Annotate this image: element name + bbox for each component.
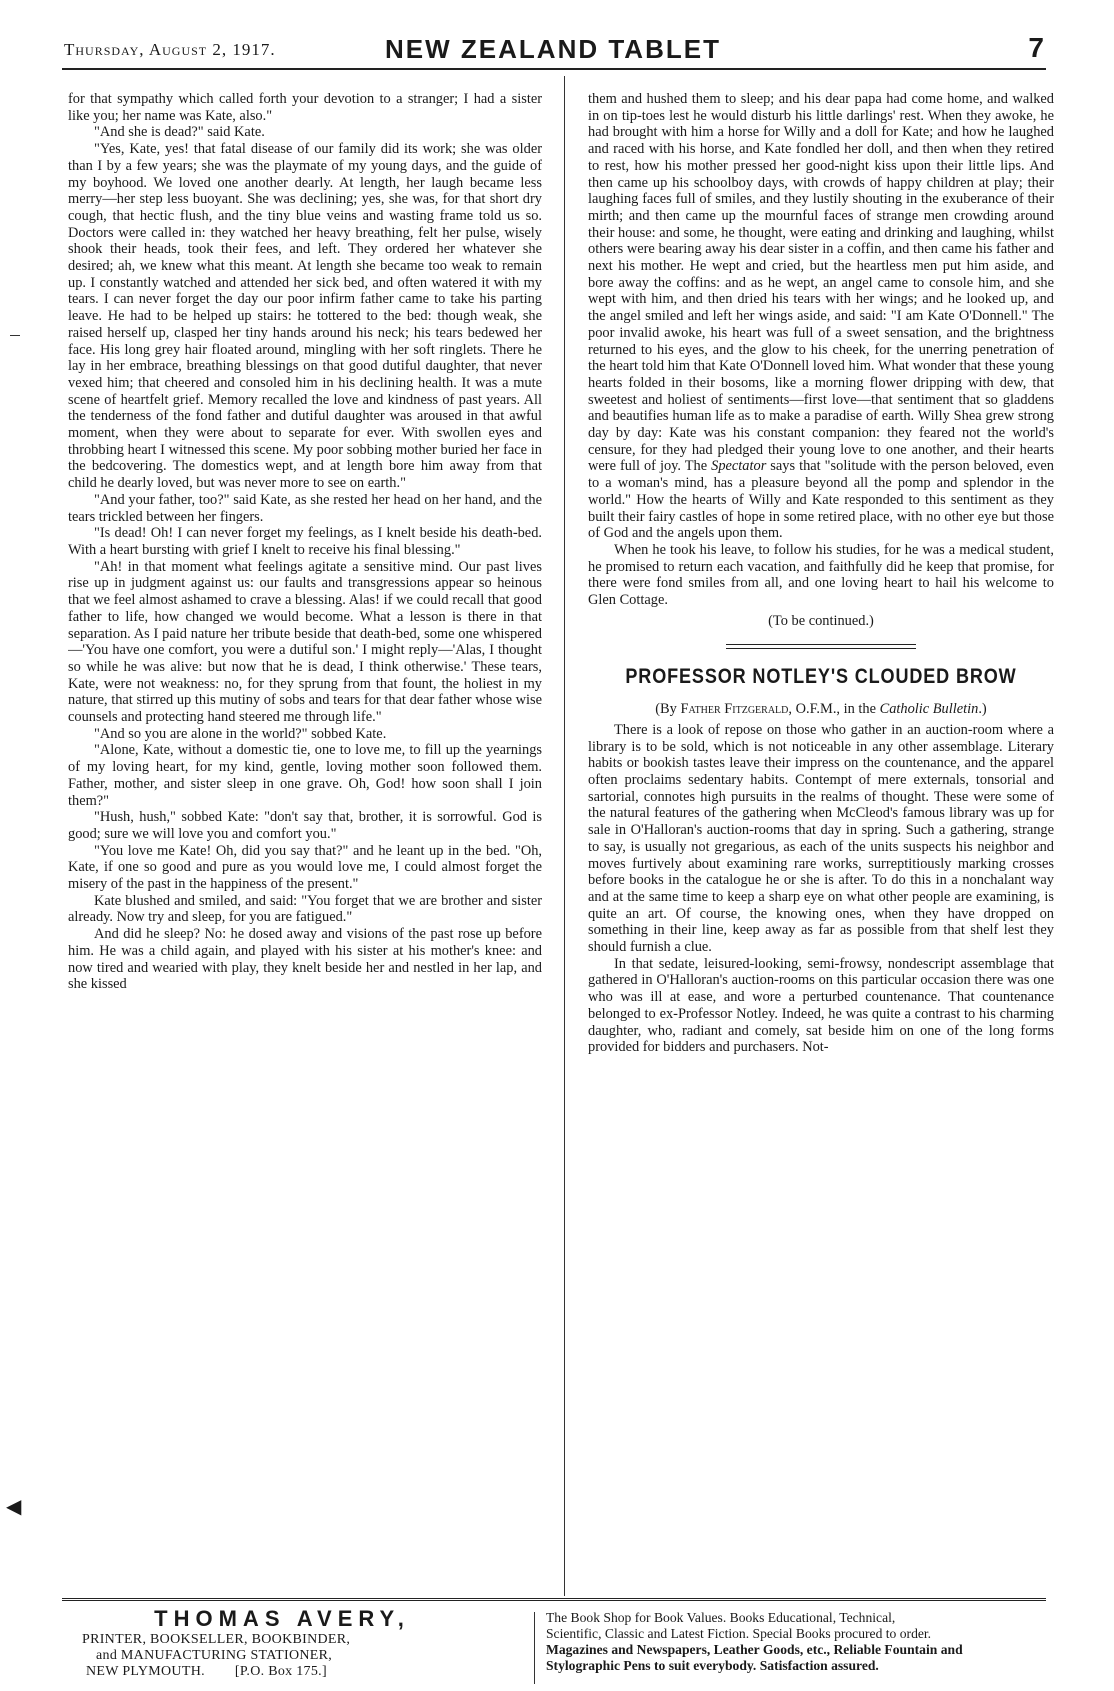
to-be-continued: (To be continued.) [768, 612, 874, 629]
advertiser-line: PRINTER, BOOKSELLER, BOOKBINDER, [82, 1632, 351, 1647]
header-rule [62, 68, 1046, 70]
page-header [60, 34, 1046, 64]
paragraph: "And your father, too?" said Kate, as she rested her head on her hand, and the tears trickled between her fingers. [68, 491, 542, 525]
paragraph: "Is dead! Oh! I can never forget my feelings, as I knelt beside his death-bed. With a heart bursting with grief I knelt to receive his final blessing." [68, 525, 542, 558]
section-divider [726, 644, 916, 649]
article-title: PROFESSOR NOTLEY'S CLOUDED BROW [625, 664, 1017, 688]
paragraph: "Alone, Kate, without a domestic tie, one to love me, to fill up the yearnings of my loving heart, for my kind, gentle, loving mother soon followed them. Father, mother, and sister sleep in one grave. Oh, God! how soon shall I join them?" [68, 742, 542, 809]
advertiser-pobox: [P.O. Box 175.] [234, 1664, 327, 1679]
issue-date: Thursday, August 2, 1917. [64, 40, 276, 59]
ad-line: The Book Shop for Book Values. Books Educational, Technical, [546, 1610, 896, 1625]
paragraph: "And she is dead?" said Kate. [94, 124, 265, 141]
paragraph-text: them and hushed them to sleep; and his dear papa had come home, and walked in on tip-toes lest he would disturb his little darlings' rest. When they awoke, he had brought with him a horse for Willy and a doll for Kate; and how he laughed and raced with his horse, and Kate fondled her doll, and then when they retired to rest, how his mother pressed her good-night kiss upon their little lips. And then came up his schoolboy days, with crowds of happy children at play; their laughing faces full of smiles, and they lustily shouting in the exuberance of their mirth; and then came up the mournful faces of strange men crowding around their house: and some, he thought, were eating and drinking and laughing, whilst others were bearing away his dear sister in a coffin, and then came his father and next his mother. He wept and cried, but the heartless men put him aside, and bore away the coffins: and as he wept, an angel came to console him, and she wept with him, and then dried his tears with her wings; and he looked up, and the angel smiled and left her wings aside, and said: "I am Kate O'Donnell." The poor invalid awoke, his heart was full of a sweet sensation, and the brightness returned to his eyes, and the glow to his cheek, for the unerring penetration of the heart told him that Kate O'Donnell loved him. What wonder that these young hearts folded in their bosoms, like a morning flower dripping with dew, that sweetest and holiest of sentiments—first love—that sentiment that so gladdens and beautifies human life as to make a paradise of earth. Willy Shea grew strong day by day: Kate was his constant companion: they feared not the world's censure, for they had pledged their young love to one another, and their hearts were full of joy. The [588, 91, 1054, 475]
advertiser-town: NEW PLYMOUTH. [86, 1664, 205, 1679]
ad-line: Magazines and Newspapers, Leather Goods, etc., Reliable Fountain and [546, 1642, 963, 1657]
right-column [588, 91, 1054, 1588]
paragraph: In that sedate, leisured-looking, semi-frowsy, nondescript assemblage that gathered in O'Halloran's auction-rooms on this particular occasion there was one who was ill at ease, and wore a perturbed countenance. That countenance belonged to ex-Professor Notley. Indeed, he was quite a contrast to his charming daughter, who, radiant and comely, sat beside him on one of the long forms provided for bidders and purchasers. Not- [588, 955, 1054, 1056]
byline [604, 701, 1038, 718]
ad-line: Scientific, Classic and Latest Fiction. Special Books procured to order. [546, 1626, 932, 1641]
paragraph: And did he sleep? No: he dosed away and visions of the past rose up before him. He was a child again, and played with his sister at his mother's knee: and now tired and wearied with play, they knelt beside her and nestled in her lap, and she kissed [68, 926, 542, 993]
publication-title: NEW ZEALAND TABLET [385, 34, 721, 64]
paragraph: "Yes, Kate, yes! that fatal disease of our family did its work; she was older than I by a few years; she was the playmate of my young days, and the guide of my boyhood. We loved one another dearly. At length, her laugh became less merry—her step less buoyant. She was declining; yes, she was, for that short dry cough, that hectic flush, and the tiny blue veins and wasting frame told us so. Doctors were called in: they watched her heavy breathing, felt her pulse, wisely shook their heads, took their fees, and left. They ordered her whatever she desired; ah, we knew what this meant. At length she became too weak to remain up. I constantly watched and attended her sick bed, and often watered it with my tears. I can never forget the day our poor infirm father came to take his parting leave. He had to be helped up stairs: he tottered to the bed: though weak, she raised herself up, clasped her tiny hands around his neck; his tears bedewed her face. His long grey hair floated around, mingling with her soft ringlets. There he lay in her embrace, breathing blessings on that good dutiful daughter, that never vexed him; that cheered and consoled him in his declining health. It was a mute scene of heartfelt grief. Memory recalled the love and kindness of past years. All the tenderness of the fond father and dutiful daughter was aroused in that awful moment, when they were about to separate for ever. With swollen eyes and throbbing heart I witnessed this scene. My poor sobbing mother buried her face in the bedcovering. The domestics wept, and at length bore him away from that child he dearly loved, but was never more to see on earth." [68, 141, 542, 492]
paragraph: "Ah! in that moment what feelings agitate a sensitive mind. Our past lives rise up in judgment against us: our faults and transgressions appear so heinous that we feel almost ashamed to crave a blessing. Alas! if we could recall that good father to life, how changed we would become. What a lesson is there in that separation. As I paid nature her tribute beside that death-bed, some one whispered —'You have one comfort, you were a dutiful son.' I might reply—'Alas, I thought so while he was alive: but now that he is dead, I think otherwise.' These tears, Kate, were not weakness: no, for they sprung from that fount, the holiest in my nature, that stirred up this mutiny of sobs and tears for that dear father whose wise counsels and protecting hand steered me through life." [68, 558, 542, 726]
byline-author: Father Fitzgerald [680, 701, 789, 718]
advertiser-line [62, 1664, 502, 1680]
left-column [68, 91, 542, 1588]
byline-prefix: (By [655, 701, 681, 718]
advertiser-name: THOMAS AVERY, [154, 1606, 410, 1631]
byline-suffix: .) [978, 701, 987, 718]
italic-title: Spectator [711, 458, 767, 475]
paragraph: "You love me Kate! Oh, did you say that?" and he leant up in the bed. "Oh, Kate, if one so good and pure as you would love me, I could almost forget the misery of the past in the happiness of the present." [68, 842, 542, 893]
advertisement-text [546, 1610, 1046, 1674]
advertiser-block [62, 1606, 502, 1680]
paragraph: "And so you are alone in the world?" sobbed Kate. [94, 725, 387, 742]
column-divider [564, 76, 565, 1596]
advertiser-line: and MANUFACTURING STATIONER, [96, 1648, 333, 1663]
page-number: 7 [1028, 32, 1044, 63]
paragraph: "Hush, hush," sobbed Kate: "don't say that, brother, it is sorrowful. God is good; sure we will love you and comfort you." [68, 809, 542, 842]
paragraph-text: says that "solitude with the person beloved, even to a woman's mind, has a pleasure beyond all the pomp and splendor in the world." How the hearts of Willy and Kate responded to this sentiment as they built their fairy castles of hope in some retired place, with no other eye but those of God and the angels upon them. [588, 458, 1054, 542]
margin-arrow-icon: ◀ [6, 1494, 22, 1518]
footer-rule [62, 1598, 1046, 1601]
margin-mark [10, 335, 20, 336]
byline-middle: , O.F.M., in the [788, 701, 880, 718]
footer-divider [534, 1612, 535, 1684]
paragraph: When he took his leave, to follow his studies, for he was a medical student, he promised to return each vacation, and faithfully did he keep that promise, for there were fond smiles from all, and one loving heart to hail his welcome to Glen Cottage. [588, 541, 1054, 609]
ad-line: Stylographic Pens to suit everybody. Satisfaction assured. [546, 1658, 879, 1673]
paragraph: Kate blushed and smiled, and said: "You forget that we are brother and sister already. Now try and sleep, for you are fatigued." [68, 892, 542, 926]
paragraph [588, 91, 1054, 542]
paragraph: for that sympathy which called forth your devotion to a stranger; I had a sister like you; her name was Kate, also." [68, 91, 542, 124]
paragraph: There is a look of repose on those who gather in an auction-room where a library is to be sold, which is not noticeable in any other assemblage. Literary habits or bookish tastes leave their impress on the countenance, and the apparel often proclaims sedentary habits. Contempt of mere externals, tonsorial and sartorial, connotes high pursuits in the realms of thought. These were some of the natural features of the gathering when McCleod's famous library was up for sale in O'Halloran's auction-rooms that day in spring. Such a gathering, strange to say, is usually not gregarious, as each of the units suspects his neighbor and moves furtively about examining rare works, surreptitiously marking crosses before books in the catalogue he or she is after. To do this in a nonchalant way and at the same time to keep a sharp eye on what other people are examining, is quite an art. Of course, the knowing ones, when they have dropped on something in their line, keep away as far as possible from that shelf lest they should furnish a clue. [588, 721, 1054, 956]
advertisement-footer [62, 1606, 1046, 1686]
byline-publication: Catholic Bulletin [879, 701, 979, 718]
